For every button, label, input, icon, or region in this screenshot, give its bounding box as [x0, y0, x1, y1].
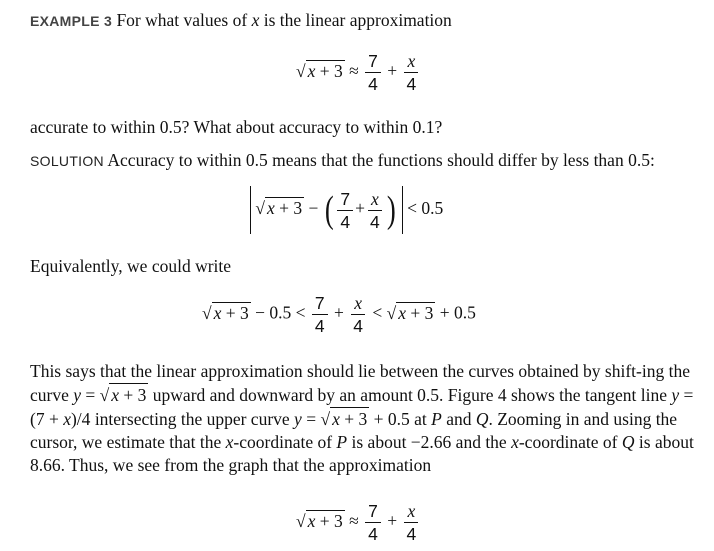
double-inequality-equation	[202, 294, 476, 335]
plus-symbol: +	[355, 198, 366, 219]
fraction-x-4: $\frac{x}{4}$	[403, 502, 419, 543]
accuracy-question: accurate to within 0.5? What about accuracy to within 0.1?	[30, 117, 443, 137]
paren-left: (	[324, 189, 334, 231]
solution-text: Accuracy to within 0.5 means that the functions should differ by less than 0.5:	[107, 150, 655, 170]
example-heading	[30, 10, 452, 31]
less-than-half: < 0.5	[407, 198, 444, 219]
plus-symbol: +	[334, 302, 344, 323]
abs-bar-left	[250, 186, 251, 234]
fraction-7-4: $\frac{7}{4}$	[312, 294, 328, 335]
linear-approx-equation-1	[296, 52, 421, 93]
fraction-7-4: $\frac{7}{4}$	[337, 190, 353, 231]
paren-right: )	[386, 189, 396, 231]
radicand: x + 3	[307, 60, 343, 81]
less-than: <	[372, 302, 383, 323]
approx-symbol: ≈	[349, 60, 359, 81]
fraction-7-4: $\frac{7}{4}$	[365, 52, 381, 93]
question-part1: For what values of	[116, 10, 248, 30]
sqrt-expression: √ x + 3	[296, 60, 343, 81]
sqrt-expression: √ x + 3	[255, 198, 303, 219]
solution-line	[30, 150, 655, 171]
fraction-x-4: $\frac{x}{4}$	[403, 52, 419, 93]
sqrt-expression-left: √ x + 3	[202, 302, 249, 323]
fraction-x-4: $\frac{x}{4}$	[350, 294, 366, 335]
equivalently-text: Equivalently, we could write	[30, 256, 232, 276]
plus-symbol: +	[387, 510, 398, 531]
solution-label: SOLUTION	[30, 153, 104, 169]
plus-symbol: +	[387, 60, 398, 81]
fraction-7-4: $\frac{7}{4}$	[365, 502, 381, 543]
example-label: EXAMPLE 3	[30, 13, 113, 29]
sqrt-expression: √ x + 3	[296, 510, 343, 531]
linear-approx-equation-2	[296, 502, 421, 543]
question-part2: is the linear approximation	[263, 10, 452, 30]
minus-symbol: −	[308, 198, 319, 219]
abs-bar-right	[402, 186, 403, 234]
sqrt-expression-right: √ x + 3	[386, 302, 434, 323]
fraction-x-4: $\frac{x}{4}$	[367, 190, 383, 231]
question-var: x	[251, 10, 260, 30]
minus-half: − 0.5 <	[255, 302, 306, 323]
approx-symbol: ≈	[349, 510, 359, 531]
abs-inequality-equation	[250, 186, 443, 234]
plus-half: + 0.5	[439, 302, 476, 323]
explanation-paragraph: This says that the linear approximation should lie between the curves obtained by shift-ing the curve y = √ x + 3 upward and downward by an amount 0.5. Figure 4 shows the tangent line y = (7 + x)/4 intersecting the upper curve y = √ x + 3 + 0.5 at P and Q. Zooming in and using the cursor, we estimate that the x-coordinate of P is about −2.66 and the x-coordinate of Q is about 8.66. Thus, we see from the graph that the approximation	[30, 361, 694, 475]
